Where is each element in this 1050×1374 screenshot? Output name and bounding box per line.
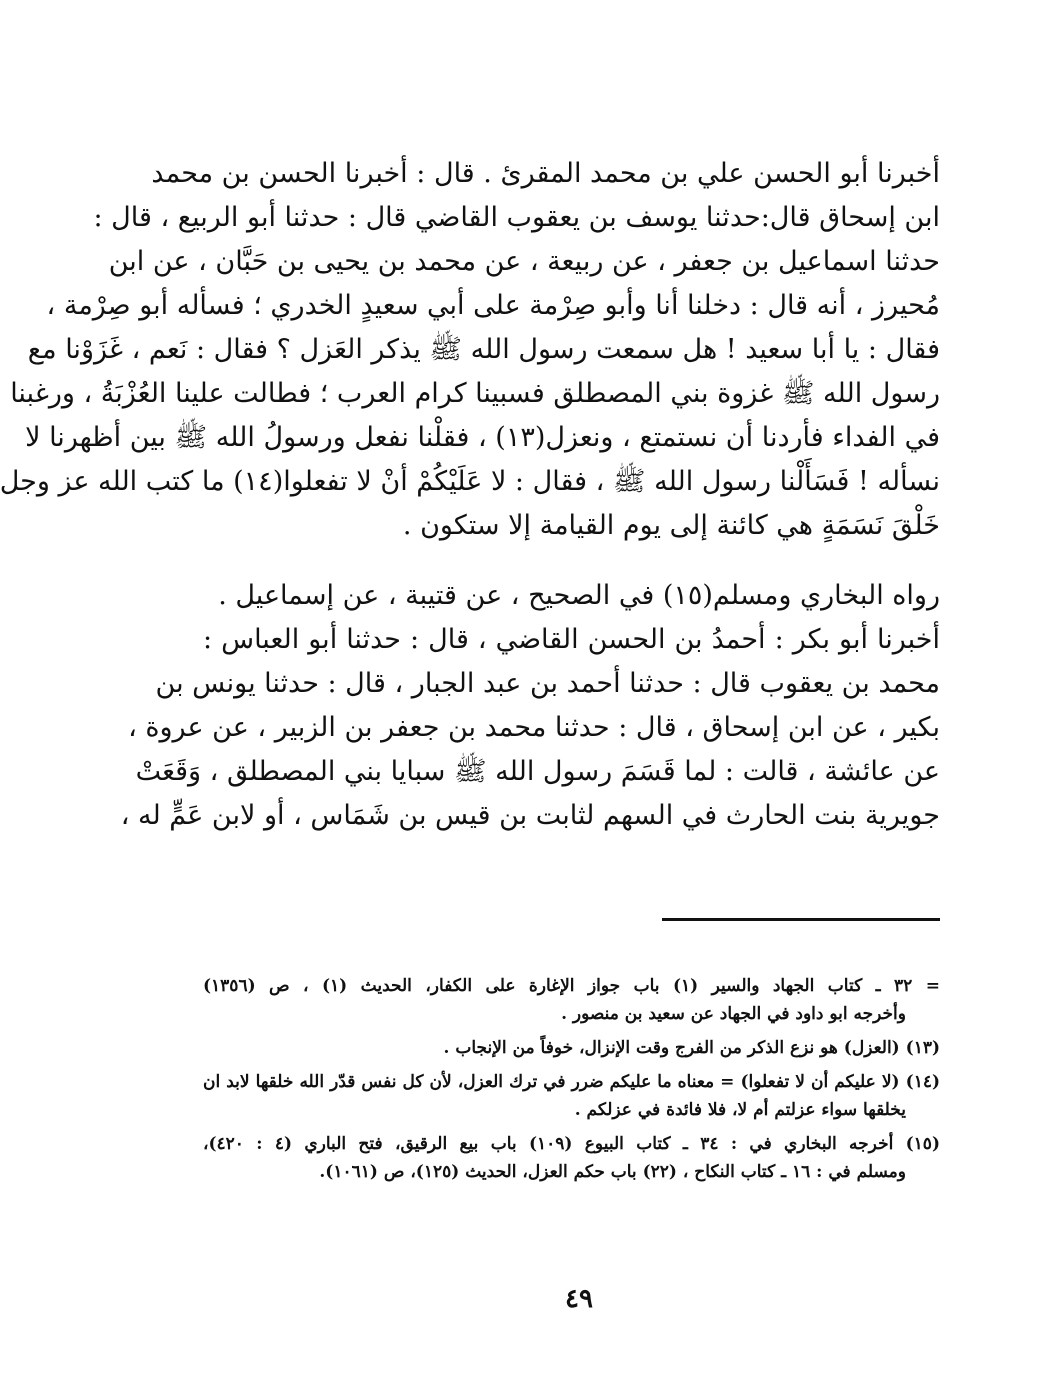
text-line: نسأله ! فَسَأَلْنا رسول الله ﷺ ، فقال : لا عَلَيْكُمْ أنْ لا تفعلوا(١٤) ما كتب الله عز وجل bbox=[0, 466, 940, 497]
footnote-line: (١٣) (العزل) هو نزع الذكر من الفرج وقت الإنزال، خوفاً من الإنجاب . bbox=[443, 1038, 940, 1058]
text-line: فقال : يا أبا سعيد ! هل سمعت رسول الله ﷺ يذكر العَزل ؟ فقال : نَعم ، غَزَوْنا مع bbox=[27, 334, 940, 365]
main-text bbox=[0, 152, 940, 838]
footnote-line: وأخرجه ابو داود في الجهاد عن سعيد بن منصور . bbox=[561, 1004, 906, 1024]
paragraph-gap bbox=[203, 548, 940, 574]
footnote-line: يخلقها سواء عزلتم أم لا، فلا فائدة في عزلكم . bbox=[574, 1100, 906, 1120]
text-line: جويرية بنت الحارث في السهم لثابت بن قيس بن شَمَاس ، أو لابن عَمٍّ له ، bbox=[120, 800, 940, 831]
text-line: أخبرنا أبو بكر : أحمدُ بن الحسن القاضي ، قال : حدثنا أبو العباس : bbox=[203, 624, 940, 655]
text-line: في الفداء فأردنا أن نستمتع ، ونعزل(١٣) ، فقلْنا نفعل ورسولُ الله ﷺ بين أظهرنا لا bbox=[25, 422, 940, 453]
text-line: بكير ، عن ابن إسحاق ، قال : حدثنا محمد بن جعفر بن الزبير ، عن عروة ، bbox=[128, 712, 940, 743]
footnote-line: = ٣٢ ـ كتاب الجهاد والسير (١) باب جواز الإغارة على الكفار، الحديث (١) ، ص (١٣٥٦) bbox=[203, 976, 940, 996]
footnote-line: (١٤) (لا عليكم أن لا تفعلوا) = معناه ما عليكم ضرر في ترك العزل، لأن كل نفس قدّر الله خلقها لابد ان bbox=[203, 1072, 940, 1092]
text-line: حدثنا اسماعيل بن جعفر ، عن ربيعة ، عن محمد بن يحيى بن حَبَّان ، عن ابن bbox=[108, 246, 940, 277]
text-line: رسول الله ﷺ غزوة بني المصطلق فسبينا كرام العرب ؛ فطالت علينا العُزْبَةُ ، ورغبنا bbox=[10, 378, 940, 409]
text-line: خَلْقَ نَسَمَةٍ هي كائنة إلى يوم القيامة إلا ستكون . bbox=[402, 510, 940, 541]
text-line: رواه البخاري ومسلم(١٥) في الصحيح ، عن قتيبة ، عن إسماعيل . bbox=[218, 580, 940, 611]
text-line: ابن إسحاق قال:حدثنا يوسف بن يعقوب القاضي قال : حدثنا أبو الربيع ، قال : bbox=[93, 202, 940, 233]
footnote-line: ومسلم في : ١٦ ـ كتاب النكاح ، (٢٢) باب حكم العزل، الحديث (١٢٥)، ص (١٠٦١). bbox=[319, 1162, 906, 1182]
text-line: محمد بن يعقوب قال : حدثنا أحمد بن عبد الجبار ، قال : حدثنا يونس بن bbox=[155, 668, 940, 699]
page-number: ٤٩ bbox=[565, 1284, 593, 1314]
footnotes bbox=[203, 972, 940, 1186]
text-line: أخبرنا أبو الحسن علي بن محمد المقرئ . قال : أخبرنا الحسن بن محمد bbox=[151, 158, 940, 189]
footnote-line: (١٥) أخرجه البخاري في : ٣٤ ـ كتاب البيوع (١٠٩) باب بيع الرقيق، فتح الباري (٤ : ٤٢٠)، bbox=[203, 1134, 940, 1154]
footnote-separator bbox=[662, 918, 940, 921]
text-line: مُحيرز ، أنه قال : دخلنا أنا وأبو صِرْمة على أبي سعيدٍ الخدري ؛ فسأله أبو صِرْمة ، bbox=[46, 290, 940, 321]
text-line: عن عائشة ، قالت : لما قَسَمَ رسول الله ﷺ سبايا بني المصطلق ، وَقَعَتْ bbox=[135, 756, 940, 787]
